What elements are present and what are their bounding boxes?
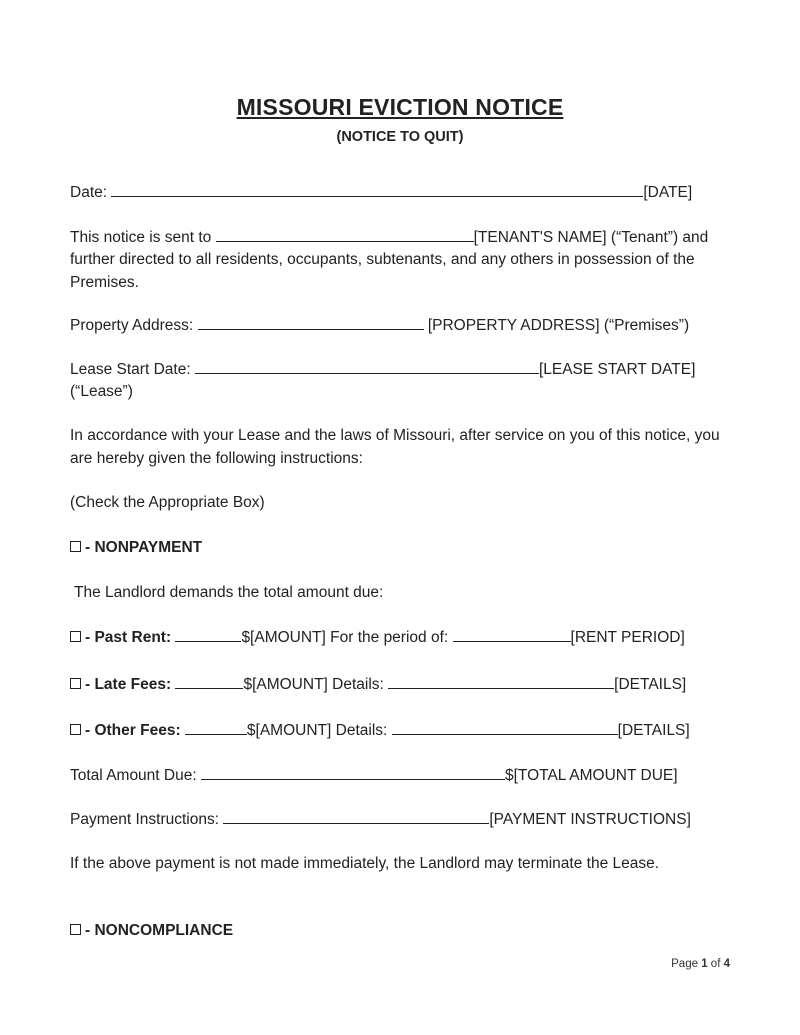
sent-to-suffix: (“Tenant”) and — [610, 229, 709, 246]
total-pages: 4 — [723, 958, 730, 970]
sent-to-prefix: This notice is sent to — [70, 229, 212, 246]
other-fees-label: - Other Fees: — [85, 722, 181, 739]
nonpayment-heading-line — [70, 537, 735, 559]
date-placeholder: [DATE] — [643, 184, 693, 201]
payment-line — [70, 809, 735, 831]
other-fees-line — [70, 720, 735, 742]
other-fees-amount: $[AMOUNT] — [246, 722, 332, 739]
past-rent-amount-blank[interactable] — [175, 627, 241, 642]
property-suffix: (“Premises”) — [603, 317, 690, 334]
page-word: Page — [671, 958, 698, 970]
payment-label: Payment Instructions: — [70, 811, 220, 828]
late-fees-details-placeholder: [DETAILS] — [614, 676, 687, 693]
other-fees-details-blank[interactable] — [392, 720, 618, 735]
nonpayment-heading: - NONPAYMENT — [85, 539, 203, 556]
property-placeholder: [PROPERTY ADDRESS] — [427, 317, 600, 334]
past-rent-line — [70, 627, 735, 649]
sent-to-continuation: further directed to all residents, occupants, subtenants, and any others in possession of the Premises. — [70, 251, 695, 291]
property-address-blank[interactable] — [198, 315, 424, 330]
late-fees-line — [70, 674, 735, 696]
date-blank[interactable] — [111, 182, 643, 197]
rent-period-blank[interactable] — [453, 627, 571, 642]
lease-placeholder: [LEASE START DATE] — [538, 361, 696, 378]
noncompliance-heading-line — [70, 920, 735, 942]
payment-placeholder: [PAYMENT INSTRUCTIONS] — [489, 811, 691, 828]
accordance-paragraph: In accordance with your Lease and the laws of Missouri, after service on you of this notice, you are hereby given the following instructions: — [70, 427, 720, 467]
payment-blank[interactable] — [223, 809, 489, 824]
past-rent-amount: $[AMOUNT] — [241, 629, 326, 646]
page-footer — [671, 958, 730, 970]
property-line — [70, 315, 735, 337]
past-rent-label: - Past Rent: — [85, 629, 172, 646]
late-fees-details-blank[interactable] — [388, 674, 614, 689]
document-subtitle: (NOTICE TO QUIT) — [336, 129, 464, 145]
date-label: Date: — [70, 184, 108, 201]
total-line — [70, 765, 735, 787]
lease-start-blank[interactable] — [195, 359, 539, 374]
other-fees-details-placeholder: [DETAILS] — [617, 722, 690, 739]
late-fees-amount: $[AMOUNT] — [243, 676, 328, 693]
late-fees-amount-blank[interactable] — [175, 674, 243, 689]
check-instruction: (Check the Appropriate Box) — [70, 494, 265, 511]
total-label: Total Amount Due: — [70, 767, 197, 784]
lease-label: Lease Start Date: — [70, 361, 191, 378]
current-page: 1 — [701, 958, 708, 970]
noncompliance-checkbox[interactable] — [70, 924, 81, 935]
other-fees-detail-label: Details: — [335, 722, 388, 739]
demand-text: The Landlord demands the total amount due: — [74, 584, 384, 601]
tenant-name-placeholder: [TENANT'S NAME] — [473, 229, 607, 246]
late-fees-checkbox[interactable] — [70, 678, 81, 689]
past-rent-detail-label: For the period of: — [330, 629, 449, 646]
sent-to-line — [70, 227, 735, 249]
other-fees-checkbox[interactable] — [70, 724, 81, 735]
total-blank[interactable] — [201, 765, 505, 780]
late-fees-label: - Late Fees: — [85, 676, 172, 693]
noncompliance-heading: - NONCOMPLIANCE — [85, 922, 234, 939]
of-word: of — [710, 958, 721, 970]
date-line — [70, 182, 735, 204]
past-rent-checkbox[interactable] — [70, 631, 81, 642]
total-placeholder: $[TOTAL AMOUNT DUE] — [504, 767, 678, 784]
property-label: Property Address: — [70, 317, 194, 334]
late-fees-detail-label: Details: — [332, 676, 384, 693]
rent-period-placeholder: [RENT PERIOD] — [570, 629, 685, 646]
warning-paragraph: If the above payment is not made immediately, the Landlord may terminate the Lease. — [70, 855, 660, 872]
lease-line — [70, 359, 735, 381]
tenant-name-blank[interactable] — [216, 227, 474, 242]
lease-suffix: (“Lease”) — [70, 383, 133, 400]
document-title: MISSOURI EVICTION NOTICE — [236, 94, 564, 120]
other-fees-amount-blank[interactable] — [185, 720, 247, 735]
nonpayment-checkbox[interactable] — [70, 541, 81, 552]
